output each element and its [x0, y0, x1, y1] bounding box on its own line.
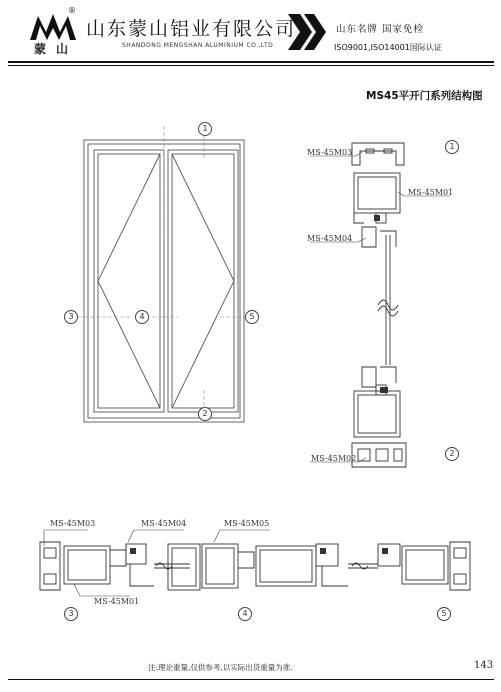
chevron-decoration-icon: [286, 12, 330, 56]
logo-char-left: 蒙: [34, 42, 47, 56]
section-marker-2: 2: [198, 407, 212, 421]
horizontal-marker-4: 4: [238, 607, 252, 621]
section-marker-4: 4: [135, 310, 149, 324]
logo-char-right: 山: [56, 42, 69, 56]
drawing-title: MS45平开门系列结构图: [366, 90, 483, 102]
badge-line-2: ISO9001,ISO14001国际认证: [334, 43, 442, 52]
section-marker-1: 1: [198, 122, 212, 136]
section-marker-5: 5: [245, 310, 259, 324]
badge-line-1: 山东名牌 国家免检: [336, 24, 425, 35]
horizontal-leaders: [40, 520, 340, 610]
header-rule-thin: [8, 65, 494, 66]
section-marker-3: 3: [64, 310, 78, 324]
header-rule: [8, 61, 494, 63]
footer-note: 注:理论重量,仅供参考,以实际出货重量为准.: [148, 663, 293, 672]
label-ms-45m03-vertical: MS-45M03: [307, 148, 353, 157]
label-ms-45m01-vertical: MS-45M01: [408, 188, 454, 197]
footer-rule: [8, 679, 494, 680]
label-ms-45m04-horizontal: MS-45M04: [141, 519, 187, 528]
horizontal-marker-5: 5: [437, 607, 451, 621]
vertical-marker-1: 1: [445, 140, 459, 154]
label-ms-45m01-horizontal: MS-45M01: [94, 597, 140, 606]
label-ms-45m02-vertical: MS-45M02: [311, 454, 357, 463]
header: [0, 0, 501, 60]
label-ms-45m05-horizontal: MS-45M05: [224, 519, 270, 528]
registered-mark: ®: [68, 6, 76, 15]
vertical-marker-2: 2: [445, 447, 459, 461]
door-elevation-drawing: [70, 120, 270, 430]
company-name-en: SHANDONG MENGSHAN ALUMINIUM CO.,LTD: [122, 42, 274, 49]
label-ms-45m04-vertical: MS-45M04: [307, 234, 353, 243]
company-logo: [28, 6, 78, 58]
horizontal-marker-3: 3: [64, 607, 78, 621]
label-ms-45m03-horizontal: MS-45M03: [50, 519, 96, 528]
page-number: 143: [474, 660, 494, 671]
company-name-cn: 山东蒙山铝业有限公司: [86, 18, 297, 40]
